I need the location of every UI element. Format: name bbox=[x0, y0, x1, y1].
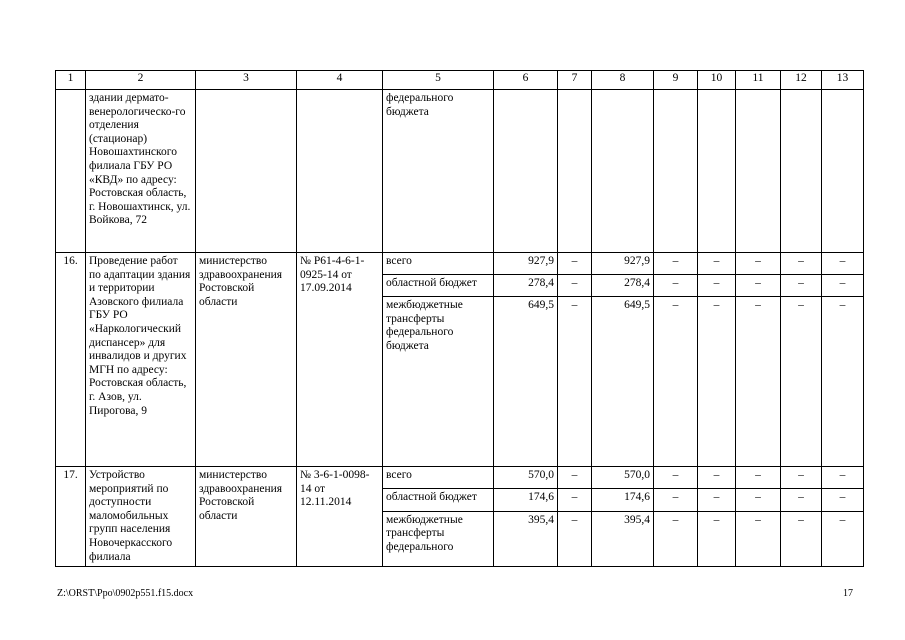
value-col-7: – bbox=[558, 297, 592, 467]
value-c9: – bbox=[654, 275, 698, 297]
row-number: 16. bbox=[56, 253, 86, 467]
value-c11: – bbox=[736, 489, 781, 511]
document-ref: № 3-6-1-0098-14 от 12.11.2014 bbox=[297, 467, 383, 567]
value-col-7: – bbox=[558, 489, 592, 511]
value-c9: – bbox=[654, 467, 698, 489]
empty-cell bbox=[822, 90, 864, 253]
value-total: 174,6 bbox=[494, 489, 558, 511]
value-total: 649,5 bbox=[494, 297, 558, 467]
value-c13: – bbox=[822, 511, 864, 567]
col-number-3: 3 bbox=[196, 71, 297, 90]
col-number-8: 8 bbox=[592, 71, 654, 90]
funding-source: межбюджетные трансферты федерального бюджета bbox=[383, 297, 494, 467]
document-ref: № Р61-4-6-1-0925-14 от 17.09.2014 bbox=[297, 253, 383, 467]
finance-row bbox=[56, 467, 864, 489]
value-c13: – bbox=[822, 297, 864, 467]
executor: министерство здравоохранения Ростовской области bbox=[196, 467, 297, 567]
measure-name: Проведение работ по адаптации здания и территории Азовского филиала ГБУ РО «Наркологический диспансер» для инвалидов и других МГН по адресу: Ростовская область, г. Азов, ул. Пирогова, 9 bbox=[86, 253, 196, 467]
col-number-9: 9 bbox=[654, 71, 698, 90]
value-c11: – bbox=[736, 253, 781, 275]
row-number: 17. bbox=[56, 467, 86, 567]
empty-cell bbox=[494, 90, 558, 253]
value-total: 927,9 bbox=[494, 253, 558, 275]
page-number: 17 bbox=[843, 588, 853, 599]
funding-source: областной бюджет bbox=[383, 489, 494, 511]
value-total: 395,4 bbox=[494, 511, 558, 567]
value-c11: – bbox=[736, 297, 781, 467]
value-col-8: 395,4 bbox=[592, 511, 654, 567]
value-c10: – bbox=[698, 275, 736, 297]
cont-exec-cell bbox=[196, 90, 297, 253]
value-c9: – bbox=[654, 297, 698, 467]
value-col-8: 174,6 bbox=[592, 489, 654, 511]
cont-num-cell bbox=[56, 90, 86, 253]
program-table bbox=[55, 70, 864, 567]
value-c10: – bbox=[698, 467, 736, 489]
value-c13: – bbox=[822, 467, 864, 489]
empty-cell bbox=[736, 90, 781, 253]
value-c12: – bbox=[781, 275, 822, 297]
value-col-8: 927,9 bbox=[592, 253, 654, 275]
value-col-7: – bbox=[558, 511, 592, 567]
col-number-11: 11 bbox=[736, 71, 781, 90]
value-c9: – bbox=[654, 253, 698, 275]
value-col-8: 649,5 bbox=[592, 297, 654, 467]
value-c10: – bbox=[698, 297, 736, 467]
value-col-7: – bbox=[558, 275, 592, 297]
empty-cell bbox=[698, 90, 736, 253]
value-c13: – bbox=[822, 253, 864, 275]
value-c10: – bbox=[698, 511, 736, 567]
cont-source-cell: федерального бюджета bbox=[383, 90, 494, 253]
value-col-7: – bbox=[558, 253, 592, 275]
value-c10: – bbox=[698, 489, 736, 511]
value-c12: – bbox=[781, 297, 822, 467]
value-c12: – bbox=[781, 467, 822, 489]
value-c12: – bbox=[781, 489, 822, 511]
col-number-12: 12 bbox=[781, 71, 822, 90]
funding-source: межбюджетные трансферты федерального bbox=[383, 511, 494, 567]
col-number-5: 5 bbox=[383, 71, 494, 90]
value-c11: – bbox=[736, 511, 781, 567]
col-number-2: 2 bbox=[86, 71, 196, 90]
col-number-6: 6 bbox=[494, 71, 558, 90]
value-total: 278,4 bbox=[494, 275, 558, 297]
value-col-8: 570,0 bbox=[592, 467, 654, 489]
cont-doc-cell bbox=[297, 90, 383, 253]
value-col-8: 278,4 bbox=[592, 275, 654, 297]
col-number-4: 4 bbox=[297, 71, 383, 90]
measure-name: Устройство мероприятий по доступности маломобильных групп населения Новочеркасского филиала bbox=[86, 467, 196, 567]
value-c13: – bbox=[822, 489, 864, 511]
funding-source: областной бюджет bbox=[383, 275, 494, 297]
value-c12: – bbox=[781, 253, 822, 275]
value-c10: – bbox=[698, 253, 736, 275]
funding-source: всего bbox=[383, 253, 494, 275]
value-c9: – bbox=[654, 489, 698, 511]
col-number-10: 10 bbox=[698, 71, 736, 90]
header-row bbox=[56, 71, 864, 90]
footer-path: Z:\ORST\Ppo\0902p551.f15.docx bbox=[57, 588, 194, 599]
value-c12: – bbox=[781, 511, 822, 567]
empty-cell bbox=[592, 90, 654, 253]
value-c11: – bbox=[736, 275, 781, 297]
funding-source: всего bbox=[383, 467, 494, 489]
cont-name-cell: здании дермато-венерологическо-го отделения (стационар) Новошахтинского филиала ГБУ РО «КВД» по адресу: Ростовская область, г. Новошахтинск, ул. Войкова, 72 bbox=[86, 90, 196, 253]
col-number-1: 1 bbox=[56, 71, 86, 90]
finance-row bbox=[56, 253, 864, 275]
col-number-7: 7 bbox=[558, 71, 592, 90]
empty-cell bbox=[781, 90, 822, 253]
empty-cell bbox=[654, 90, 698, 253]
empty-cell bbox=[558, 90, 592, 253]
value-c13: – bbox=[822, 275, 864, 297]
value-c11: – bbox=[736, 467, 781, 489]
value-c9: – bbox=[654, 511, 698, 567]
executor: министерство здравоохранения Ростовской области bbox=[196, 253, 297, 467]
col-number-13: 13 bbox=[822, 71, 864, 90]
value-total: 570,0 bbox=[494, 467, 558, 489]
value-col-7: – bbox=[558, 467, 592, 489]
continuation-row bbox=[56, 90, 864, 253]
